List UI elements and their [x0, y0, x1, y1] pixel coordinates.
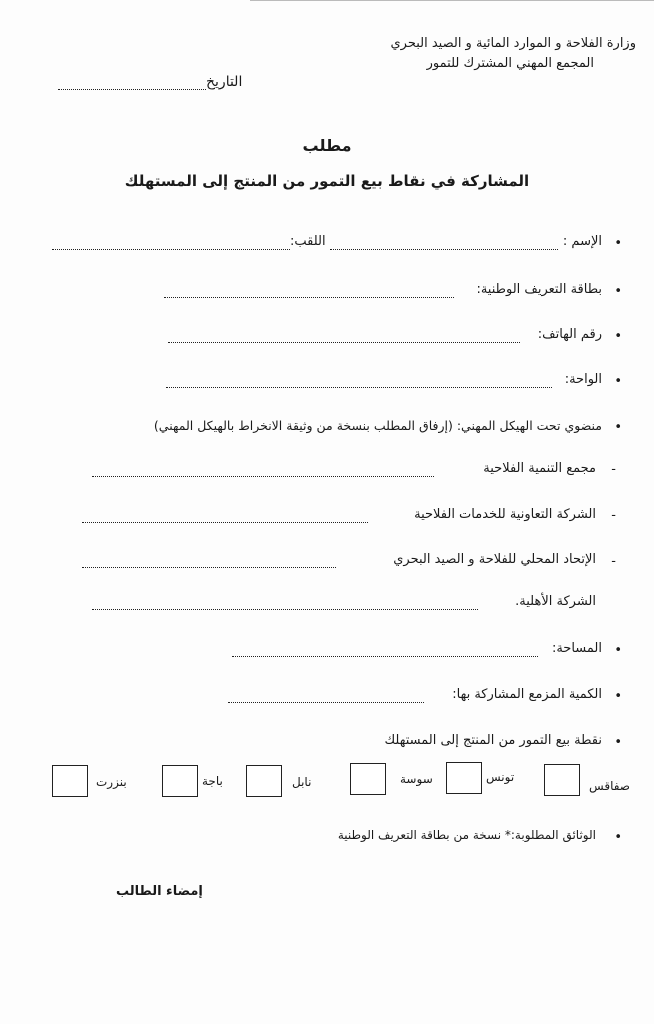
- structure-option-label: مجمع التنمية الفلاحية: [483, 461, 596, 476]
- checkbox-tunis[interactable]: [446, 762, 482, 794]
- dash-marker: -: [611, 554, 616, 569]
- required-documents: الوثائق المطلوبة:* نسخة من بطاقة التعريف الوطنية: [337, 828, 596, 842]
- surname-label: اللقب:: [290, 234, 326, 249]
- city-label-bizerte: بنزرت: [96, 775, 127, 789]
- id-card-field[interactable]: [164, 285, 454, 298]
- sale-point-label: نقطة بيع التمور من المنتج إلى المستهلك: [384, 733, 602, 748]
- checkbox-beja[interactable]: [162, 765, 198, 797]
- page-top-edge: [250, 0, 654, 1]
- checkbox-bizerte[interactable]: [52, 765, 88, 797]
- phone-field[interactable]: [168, 330, 520, 343]
- city-label-sfax: صفاقس: [589, 779, 630, 793]
- city-label-beja: باجة: [202, 774, 223, 788]
- structure-option-label: الشركة الأهلية.: [515, 594, 596, 609]
- quantity-label: الكمية المزمع المشاركة بها:: [452, 687, 602, 702]
- name-label: الإسم :: [562, 234, 602, 249]
- city-label-nabeul: نابل: [292, 775, 312, 789]
- city-label-tunis: تونس: [486, 770, 515, 784]
- oasis-field[interactable]: [166, 375, 552, 388]
- bullet-marker: •: [614, 236, 622, 251]
- structure-option-field[interactable]: [92, 597, 478, 610]
- bullet-marker: •: [614, 329, 622, 344]
- checkbox-nabeul[interactable]: [246, 765, 282, 797]
- name-field[interactable]: [330, 237, 558, 250]
- area-field[interactable]: [232, 644, 538, 657]
- structure-option-field[interactable]: [92, 464, 434, 477]
- city-label-sousse: سوسة: [400, 772, 433, 786]
- oasis-label: الواحة:: [564, 372, 602, 387]
- quantity-field[interactable]: [228, 690, 424, 703]
- dash-marker: -: [611, 462, 616, 477]
- structure-label: منضوي تحت الهيكل المهني: (إرفاق المطلب بنسخة من وثيقة الانخراط بالهيكل المهني): [153, 418, 602, 433]
- date-label: التاريخ: [206, 74, 243, 90]
- form-subtitle: المشاركة في نقاط بيع التمور من المنتج إلى المستهلك: [124, 172, 530, 190]
- dash-marker: -: [611, 508, 616, 523]
- surname-field[interactable]: [52, 237, 290, 250]
- group-header: المجمع المهني المشترك للتمور: [426, 56, 594, 71]
- date-field[interactable]: [58, 77, 206, 90]
- phone-label: رقم الهاتف:: [537, 327, 602, 342]
- bullet-marker: •: [614, 735, 622, 750]
- bullet-marker: •: [614, 374, 622, 389]
- checkbox-sousse[interactable]: [350, 763, 386, 795]
- structure-option-field[interactable]: [82, 510, 368, 523]
- bullet-marker: •: [614, 830, 622, 845]
- form-title: مطلب: [302, 136, 352, 155]
- area-label: المساحة:: [551, 641, 602, 656]
- structure-option-label: الشركة التعاونية للخدمات الفلاحية: [414, 507, 596, 522]
- checkbox-sfax[interactable]: [544, 764, 580, 796]
- applicant-signature-label: إمضاء الطالب: [116, 884, 203, 899]
- structure-option-label: الإتحاد المحلي للفلاحة و الصيد البحري: [393, 552, 596, 567]
- bullet-marker: •: [614, 689, 622, 704]
- bullet-marker: •: [614, 284, 622, 299]
- bullet-marker: •: [614, 643, 622, 658]
- id-card-label: بطاقة التعريف الوطنية:: [476, 282, 602, 297]
- ministry-header: وزارة الفلاحة و الموارد المائية و الصيد البحري: [390, 36, 636, 51]
- structure-option-field[interactable]: [82, 555, 336, 568]
- bullet-marker: •: [614, 420, 622, 435]
